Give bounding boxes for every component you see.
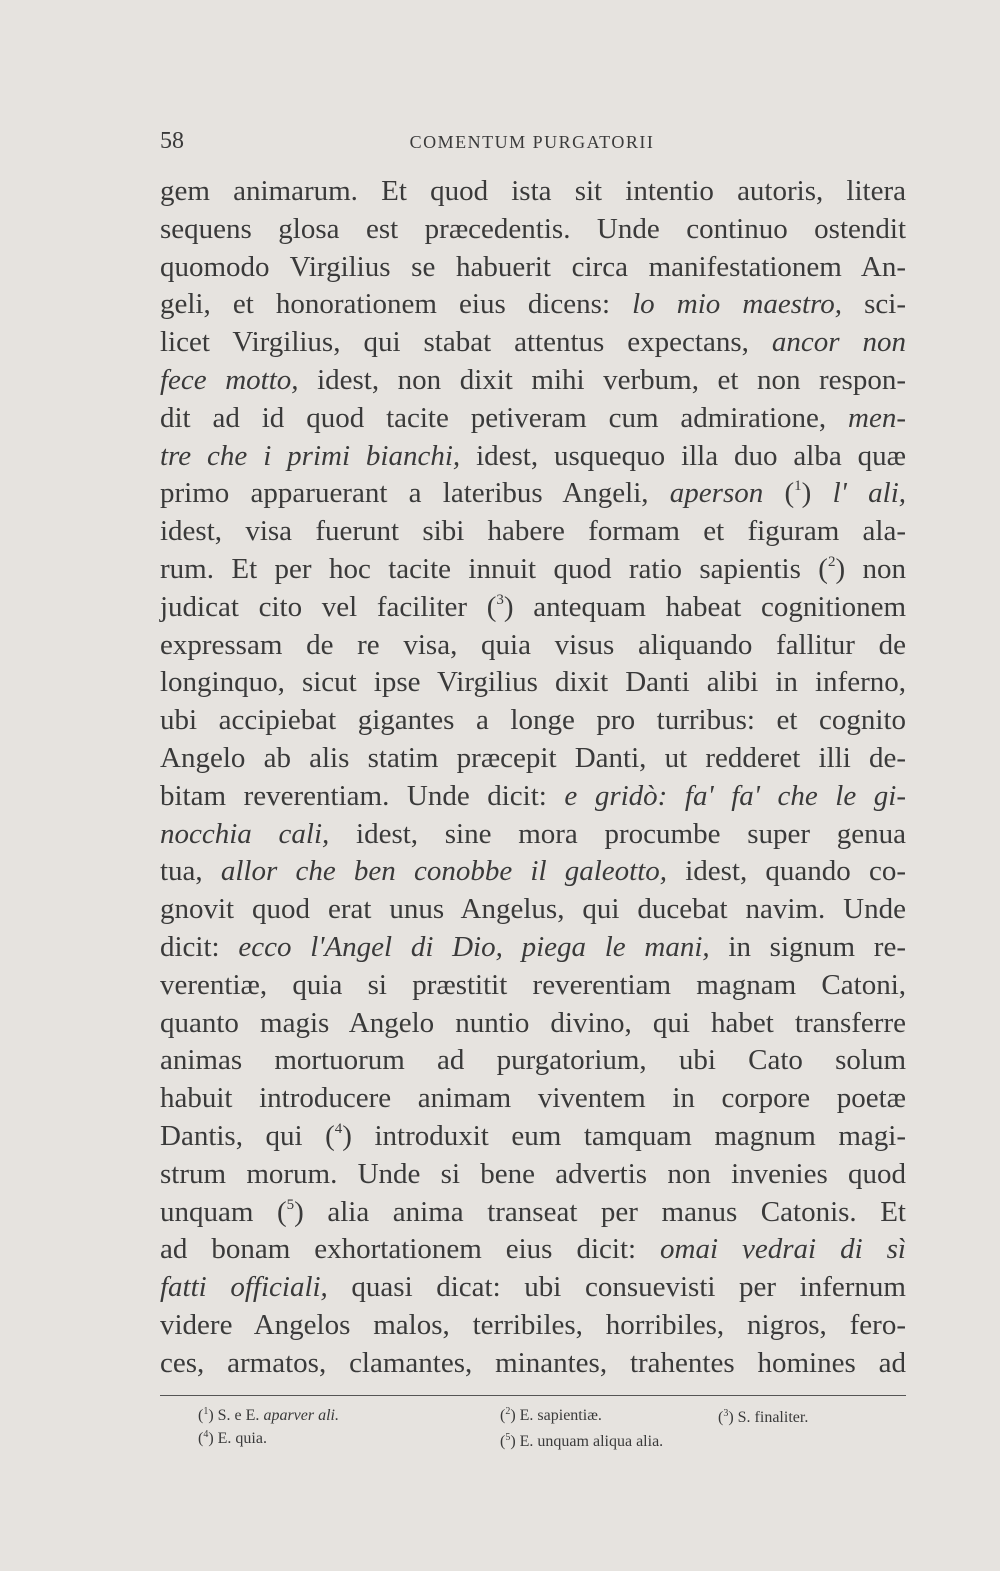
body-text — [160, 173, 906, 1383]
text-run: in signum re- — [709, 930, 906, 963]
italic-quote: fatti officiali, — [160, 1271, 328, 1304]
text-run: sci- — [842, 288, 906, 321]
text-line — [160, 1269, 906, 1307]
text-line — [160, 513, 906, 551]
text-run: longinquo, sicut ipse Virgilius dixit Danti alibi in inferno, — [160, 666, 906, 699]
italic-quote: ecco l'Angel di Dio, piega le mani, — [238, 930, 710, 963]
text-run: rum. Et per hoc tacite innuit quod ratio sapientis ( — [160, 552, 828, 585]
italic-quote: tre che i primi bianchi, — [160, 439, 461, 472]
text-line — [160, 702, 906, 740]
running-title: COMENTUM PURGATORII — [409, 132, 655, 152]
footnote-ref: 5 — [286, 1196, 295, 1213]
text-run: ad bonam exhortationem eius dicit: — [160, 1233, 661, 1266]
text-line — [160, 627, 906, 665]
text-run: expressam de re visa, quia visus aliquando fallitur de — [160, 628, 906, 661]
text-line — [160, 778, 906, 816]
text-run: idest, quando co- — [667, 855, 906, 888]
text-run: dit ad id quod tacite petiveram cum admiratione, — [160, 401, 849, 434]
text-run: ubi accipiebat gigantes a longe pro turribus: et cognito — [160, 704, 906, 737]
page-header — [160, 128, 904, 160]
text-run: quomodo Virgilius se habuerit circa manifestationem An- — [160, 250, 906, 283]
text-line — [160, 1231, 906, 1269]
text-line — [160, 551, 906, 589]
text-run: ) non — [835, 552, 906, 585]
footnote-1: ($^1$) S. e E. aparver ali. — [198, 1406, 339, 1424]
text-run: tua, — [160, 855, 221, 888]
italic-quote: omai vedrai di sì — [660, 1233, 906, 1266]
footnote-ref: 2 — [827, 553, 836, 570]
text-line — [160, 438, 906, 476]
text-line — [160, 589, 906, 627]
text-run: Angelo ab alis statim præcepit Danti, ut redderet illi de- — [160, 741, 906, 774]
text-line — [160, 249, 906, 287]
italic-quote: aperson — [669, 477, 764, 510]
text-run: primo apparuerant a lateribus Angeli, — [160, 477, 670, 510]
text-run: ) — [801, 477, 833, 510]
footnote-2: ($^2$) E. sapientiæ. — [500, 1406, 602, 1424]
page-number: 58 — [160, 128, 184, 154]
italic-quote: lo mio maestro, — [632, 288, 843, 321]
text-run: idest, usquequo illa duo alba quæ — [460, 439, 906, 472]
text-line — [160, 1156, 906, 1194]
text-run: idest, non dixit mihi verbum, et non respon- — [298, 363, 906, 396]
footnote-ref: 3 — [496, 591, 504, 608]
italic-quote: e gridò: fa' fa' che le gi- — [564, 779, 907, 812]
text-line — [160, 929, 906, 967]
text-run: geli, et honorationem eius dicens: — [160, 288, 633, 321]
text-run: ) antequam habeat cognitionem — [503, 590, 906, 623]
text-run: quanto magis Angelo nuntio divino, qui habet transferre — [160, 1006, 906, 1039]
italic-quote: allor che ben conobbe il galeotto, — [220, 855, 667, 888]
text-line — [160, 1194, 906, 1232]
text-line — [160, 1005, 906, 1043]
text-run: ces, armatos, clamantes, minantes, trahentes homines ad — [160, 1346, 906, 1379]
text-run: ) introduxit eum tamquam magnum magi- — [342, 1119, 906, 1152]
text-line — [160, 362, 906, 400]
footnote-3: ($^3$) S. finaliter. — [718, 1408, 809, 1426]
text-line — [160, 1307, 906, 1345]
text-run: idest, sine mora procumbe super genua — [329, 817, 906, 850]
text-run: unquam ( — [160, 1195, 287, 1228]
text-line — [160, 400, 906, 438]
text-line — [160, 211, 906, 249]
text-line — [160, 853, 906, 891]
text-run: quasi dicat: ubi consuevisti per infernum — [327, 1271, 906, 1304]
text-run: licet Virgilius, qui stabat attentus expectans, — [160, 326, 772, 359]
italic-quote: ancor non — [771, 326, 906, 359]
text-line — [160, 1345, 906, 1383]
text-run: gnovit quod erat unus Angelus, qui ducebat navim. Unde — [160, 893, 906, 926]
text-run: strum morum. Unde si bene advertis non invenies quod — [160, 1157, 906, 1190]
text-line — [160, 286, 906, 324]
text-line — [160, 324, 906, 362]
text-run: sequens glosa est præcedentis. Unde continuo ostendit — [160, 212, 906, 245]
text-line — [160, 1080, 906, 1118]
italic-quote: l' ali, — [832, 477, 907, 510]
footnote-ref: 1 — [794, 478, 802, 495]
text-line — [160, 475, 906, 513]
text-run: judicat cito vel faciliter ( — [160, 590, 497, 623]
italic-quote: fece motto, — [160, 363, 299, 396]
italic-quote: nocchia cali, — [160, 817, 330, 850]
text-run: videre Angelos malos, terribiles, horribiles, nigros, fero- — [160, 1308, 906, 1341]
footnote-ref: 4 — [334, 1120, 343, 1137]
text-line — [160, 967, 906, 1005]
text-run: ( — [763, 477, 795, 510]
text-run: gem animarum. Et quod ista sit intentio autoris, litera — [160, 175, 906, 207]
italic-quote: men- — [848, 401, 906, 434]
text-line — [160, 1042, 906, 1080]
text-run: Dantis, qui ( — [160, 1119, 335, 1152]
text-line — [160, 664, 906, 702]
text-line — [160, 816, 906, 854]
text-run: dicit: — [160, 930, 239, 963]
text-line — [160, 740, 906, 778]
text-run: verentiæ, quia si præstitit reverentiam magnam Catoni, — [160, 968, 906, 1001]
text-line — [160, 1118, 906, 1156]
text-run: animas mortuorum ad purgatorium, ubi Cato solum — [160, 1044, 906, 1077]
text-line — [160, 173, 906, 211]
text-run: bitam reverentiam. Unde dicit: — [160, 779, 565, 812]
text-run: ) alia anima transeat per manus Catonis. Et — [294, 1195, 906, 1228]
footnote-5: ($^5$) E. unquam aliqua alia. — [500, 1432, 664, 1450]
text-run: idest, visa fuerunt sibi habere formam et figuram ala- — [160, 515, 906, 548]
text-run: habuit introducere animam viventem in corpore poetæ — [160, 1082, 906, 1115]
text-line — [160, 891, 906, 929]
footnote-rule — [160, 1395, 906, 1396]
footnote-4: ($^4$) E. quia. — [198, 1429, 267, 1447]
